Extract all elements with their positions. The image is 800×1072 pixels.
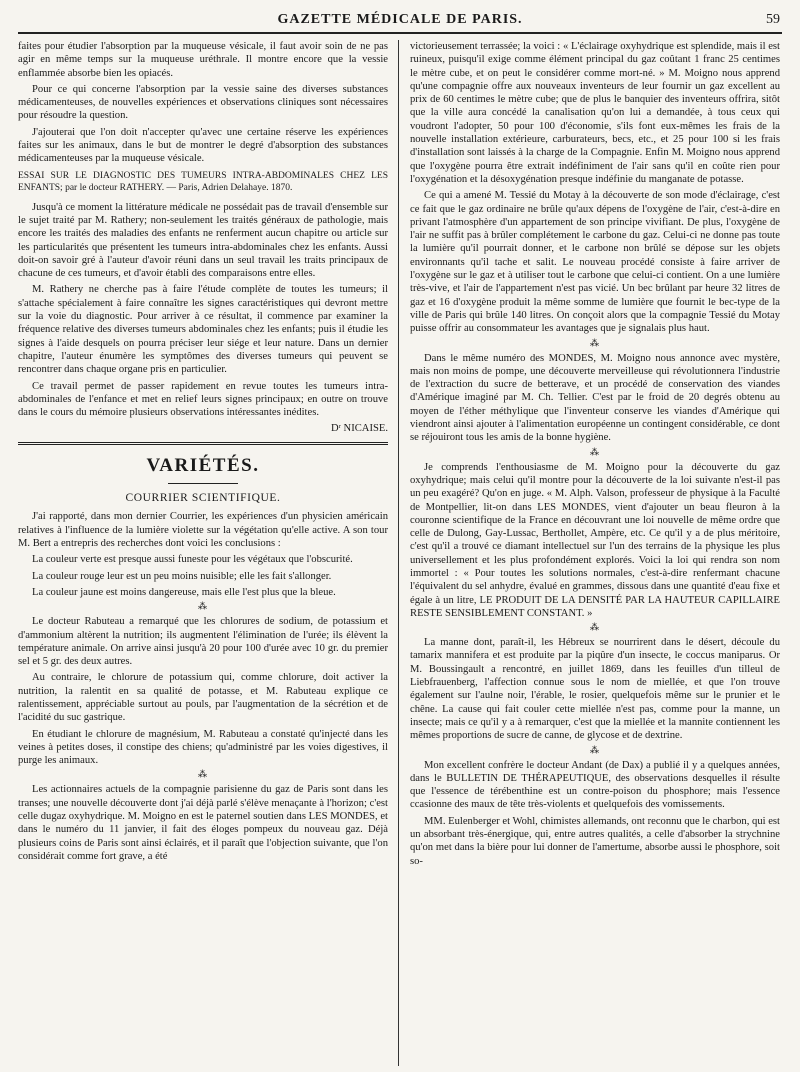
asterism: ⁂ xyxy=(590,446,600,457)
paragraph: J'ajouterai que l'on doit n'accepter qu'avec une certaine réserve les expériences faites sur les animaux, dans le but de montrer le degré d'absorption des substances médicamenteuses par la muqueuse vésicale. xyxy=(18,126,388,165)
review-title: ESSAI SUR LE DIAGNOSTIC DES TUMEURS INTRA-ABDOMINALES CHEZ LES ENFANTS; par le docteur RATHERY. — Paris, Adrien Delahaye. 1870. xyxy=(18,170,388,194)
paragraph: Ce travail permet de passer rapidement en revue toutes les tumeurs intra-abdominales de l'enfance et met en relief leurs signes principaux; en outre on trouve dans le cours du mémoire plusieurs observations intéressantes inédites. xyxy=(18,380,388,419)
asterism: ⁂ xyxy=(198,601,208,612)
asterism: ⁂ xyxy=(590,337,600,348)
paragraph: victorieusement terrassée; la voici : « L'éclairage oxyhydrique est splendide, mais il est ruineux, puisqu'il exige comme élément principal du gaz coûtant 1 franc 25 centimes le mètre cube, et on peut le considérer comme mort-né. » M. Moigno nous apprend qu'une compagnie offre aux nouveaux inventeurs de leur fournir un gaz excellent au prix de 60 centimes le mètre cube; que de plus le banquier des inventeurs offrira, sitôt que la ville aura concédé la canalisation qu'on lui a demandée, à tous ceux qui voudront l'adopter, 50 pour 100 d'économie, s'ils font eux-mêmes les frais de la nouvelle installation extérieure, carburateurs, becs, etc., et 25 pour 100 si les frais d'installation sont laissés à la charge de la Compagnie. Enfin M. Moigno nous apprend que l'oxygène pourra être extrait indéfiniment de l'air sans qu'il en coûte rien pour l'oxygénation et la désoxygénation presque indéfinie du manganate de potasse. xyxy=(410,41,780,185)
paragraph: Jusqu'à ce moment la littérature médicale ne possédait pas de travail d'ensemble sur le sujet traité par M. Rathery; non-seulement les traités généraux de pathologie, mais encore les traités des maladies des enfants ne renferment aucun chapitre ou article sur les particularités que présentent les tumeurs intra-abdominales chez les enfants. Aussi doit-on savoir gré à l'auteur d'avoir réuni dans un seul travail les traits principaux de chacune de ces tumeurs, et d'avoir établi des comparaisons entre elles. xyxy=(18,201,388,280)
paragraph: M. Rathery ne cherche pas à faire l'étude complète de toutes les tumeurs; il s'attache spécialement à faire connaître les signes caractéristiques qui devront mettre sur la voie du diagnostic. Pour arriver à ce résultat, il commence par examiner la fréquence relative des diverses tumeurs abdominales chez les enfants; puis il étudie les signes à l'aide desquels on pourra préciser leur siége et leur nature. Dans un dernier chapitre, l'auteur énumère les symptômes des diverses tumeurs qui peuvent se rencontrer dans chaque organe pris en particulier. xyxy=(18,284,388,376)
paragraph: Mon excellent confrère le docteur Andant (de Dax) a publié il y a quelques années, dans le BULLETIN DE THÉRAPEUTIQUE, des observations desquelles il résulte que l'essence de térébenthine est un contre-poison du phosphore; mais l'essence ccasionne des maux de tête très-violents et quelquefois des vomissements. xyxy=(410,759,780,811)
asterism: ⁂ xyxy=(590,744,600,755)
paragraph: Je comprends l'enthousiasme de M. Moigno pour la découverte du gaz oxyhydrique; mais celui qu'il montre pour la découverte de la loi suivante n'est-il pas un peu exagéré? Qu'on en juge. « M. Alph. Valson, professeur de physique à la Faculté de Montpellier, lit-on dans LES MONDES, vient d'ajouter un beau fleuron à la couronne scientifique de la France en découvrant une loi nouvelle de même ordre que celle de Dulong, Gay-Lussac, Berthollet, Ampère, etc. Ce qu'il y a de plus méritoire, c'est qu'il a trouvé ce diamant intellectuel sur l'un des terrains de la physique les plus universellement et les plus profondément explorés. Voici la loi qui rendra son nom immortel : « Pour toutes les solutions normales, c'est-à-dire renfermant chacune l'équivalent du sel anhydre, évalué en grammes, dissous dans une quantité d'eau fixe et égale à un litre, LE PRODUIT DE LA DENSITÉ PAR LA HAUTEUR CAPILLAIRE RESTE SENSIBLEMENT CONSTANT. » xyxy=(410,461,780,619)
paragraph: Dans le même numéro des MONDES, M. Moigno nous annonce avec mystère, mais non moins de pompe, une découverte merveilleuse qui révolutionnera l'industrie de l'extraction du sucre de betterave, et un procédé de conservation des viandes d'Amérique imaginé par M. Ch. Tellier. C'est par le froid de 20 degrés obtenu au moyen de l'éther méthylique que l'inventeur conserve les viandes d'Amérique qui viendront ainsi ajouter à l'alimentation européenne un contingent considérable, ce dont se réjouiront tous les amis de la bonne hygiène. xyxy=(410,352,780,444)
asterism: ⁂ xyxy=(590,622,600,633)
paragraph: MM. Eulenberger et Wohl, chimistes allemands, ont reconnu que le charbon, qui est un absorbant très-énergique, qui, entre autres qualités, a celle d'absorber la strychnine qu'on met dans la bière pour lui donner de l'amertume, absorbe aussi le phosphore, soit so- xyxy=(410,815,780,867)
columns xyxy=(18,40,782,1066)
paragraph: En étudiant le chlorure de magnésium, M. Rabuteau a constaté qu'injecté dans les veines à petites doses, il constipe des chiens; qu'administré par les voies digestives, il purge les animaux. xyxy=(18,728,388,767)
paragraph: Les actionnaires actuels de la compagnie parisienne du gaz de Paris sont dans les transes; une nouvelle découverte dont j'ai déjà parlé s'élève menaçante à l'horizon; c'est celle dugaz oxyhydrique. M. Moigno en est le paternel soutien dans LES MONDES, et dans le numéro du 11 janvier, il fait des éloges pompeux du nouveau gaz. Déjà plusieurs coins de Paris sont ainsi éclairés, et il paraît que l'objection suivante, que l'on considérait comme fort grave, a été xyxy=(18,784,388,862)
left-column xyxy=(18,40,388,1066)
section-title: VARIÉTÉS. xyxy=(146,455,260,477)
asterism: ⁂ xyxy=(198,769,208,780)
paragraph: La manne dont, paraît-il, les Hébreux se nourrirent dans le désert, découle du tamarix mannifera et est produite par la piqûre d'un insecte, le coccus maniparus. Or M. Boussingault a rencontré, en juillet 1869, dans les feuilles d'un tilleul de Liebfrauenberg, l'affection connue sous le nom de miellée, et que l'on trouve également sur l'aulne noir, l'érable, le rosier, quelquefois même sur le prunier et le chêne. La cause qui fait couler cette miellée n'est pas, comme pour la manne, un insecte; mais ce qu'il y a à remarquer, c'est que la miellée et la mannite contiennent les mêmes proportions de sucre de canne, de glycose et de dextrine. xyxy=(410,637,780,742)
paragraph: faites pour étudier l'absorption par la muqueuse vésicale, il faut avoir soin de ne pas agir en même temps sur la muqueuse uréthrale. Il montre encore que la vessie enflammée absorbe bien les opiacés. xyxy=(18,41,388,79)
paragraph: Pour ce qui concerne l'absorption par la vessie saine des diverses substances médicamenteuses, de nouvelles expériences et observations cliniques sont nécessaires pour résoudre la question. xyxy=(18,83,388,122)
column-rule xyxy=(398,40,399,1066)
paragraph: Au contraire, le chlorure de potassium qui, comme chlorure, doit activer la nutrition, la ralentit en sa qualité de potasse, et M. Rabuteau explique ce ralentissement, appréciable surtout au pouls, par l'augmentation de la sécrétion et de l'acidité du suc gastrique. xyxy=(18,672,388,724)
section-title-rule xyxy=(168,483,238,484)
page-number: 59 xyxy=(766,12,780,27)
paragraph: La couleur rouge leur est un peu moins nuisible; elle les fait s'allonger. xyxy=(32,570,332,582)
paragraph: Le docteur Rabuteau a remarqué que les chlorures de sodium, de potassium et d'ammonium altèrent la nutrition; ils augmentent l'élimination de l'urée; ils élèvent la température animale. On arrive ainsi jusqu'à 20 pour 100 d'urée avec 10 gr. du premier sel et 5 gr. des deux autres. xyxy=(18,616,388,668)
journal-title: GAZETTE MÉDICALE DE PARIS. xyxy=(277,12,523,27)
paragraph: La couleur jaune est moins dangereuse, mais elle l'est plus que la bleue. xyxy=(32,586,336,598)
signature: Dʳ NICAISE. xyxy=(330,423,388,435)
right-column xyxy=(410,40,780,1066)
paragraph: J'ai rapporté, dans mon dernier Courrier, les expériences d'un physicien américain relatives à l'influence de la lumière violette sur la végétation qu'elle active. A son tour M. Bert a entrepris des recherches dont voici les conclusions : xyxy=(18,511,388,550)
paragraph: La couleur verte est presque aussi funeste pour les végétaux que l'obscurité. xyxy=(32,554,353,566)
section-divider xyxy=(18,442,388,445)
paragraph: Ce qui a amené M. Tessié du Motay à la découverte de son mode d'éclairage, c'est ce fait que le gaz ordinaire ne brûle qu'aux dépens de l'oxygène de l'air, c'est-à-dire en privant l'atmosphère d'un appartement de son principe vivifiant. De plus, l'oxygène de l'air ne suffit pas à brûler complétement le carbone du gaz. Celui-ci ne donne pas toute la lumière qu'il pourrait donner, et le carbone non brûlé se dépose sur les objets environnants qu'il tache et salit. Le nouveau procédé consiste à faire arriver de l'oxygène sur le gaz et à utiliser tout le carbone que celui-ci contient. On a une lumière très-vive, et l'air de l'appartement n'est pas vicié. Un bec brûlant par heure 32 litres de gaz et 16 d'oxygène produit la même somme de lumière que fournit le bec-type de la ville de Paris qui brûle 140 litres. On conçoit alors que la compagnie Tessié du Motay puisse offrir au consommateur les avantages que je signalais plus haut. xyxy=(410,190,780,335)
subsection-title: COURRIER SCIENTIFIQUE. xyxy=(125,492,281,505)
running-head xyxy=(18,10,782,34)
newspaper-page xyxy=(18,10,782,1066)
